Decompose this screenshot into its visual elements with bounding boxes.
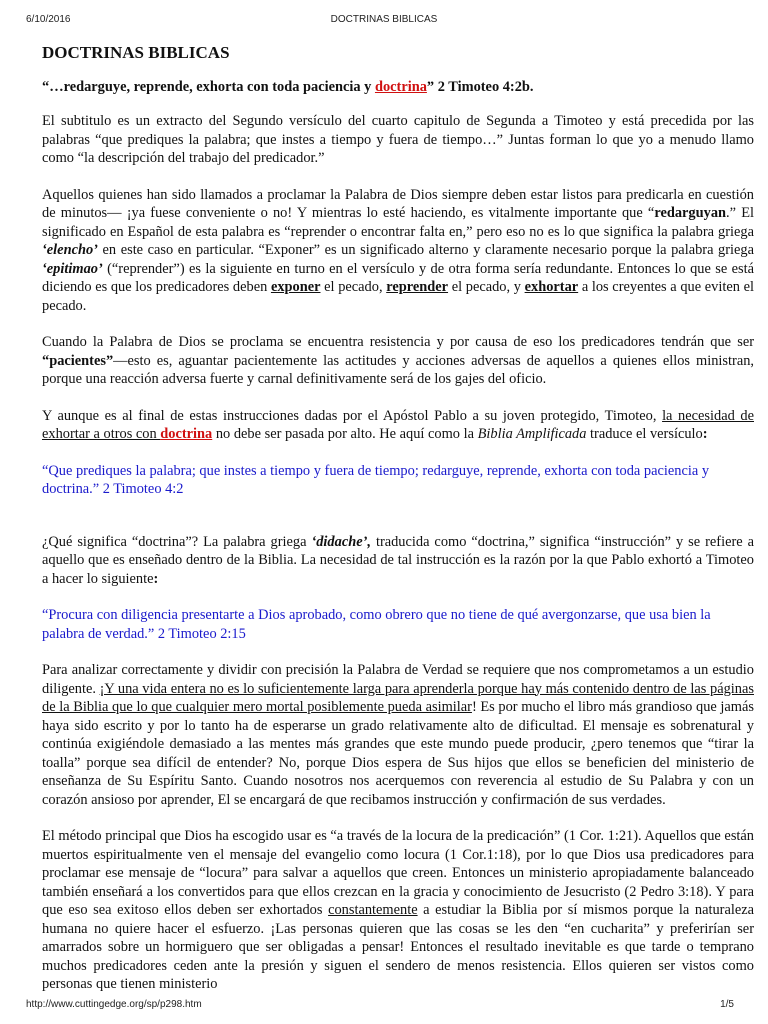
p2-italic-elencho: ‘elencho’ <box>42 242 98 258</box>
lead-text: “…redarguye, reprende, exhorta con toda paciencia y <box>42 78 375 95</box>
p4-colon: : <box>702 426 708 442</box>
p2-bold-exhortar: exhortar <box>524 279 579 295</box>
p4-underlined: la necesidad de exhortar a otros con <box>42 407 754 442</box>
page-title: DOCTRINAS BIBLICAS <box>42 43 230 62</box>
p2-text: en este caso en particular. “Exponer” es un significado alterno y claramente necesario porque la palabra griega <box>97 242 754 258</box>
page-number: 1/5 <box>720 999 734 1010</box>
p3-text: Cuando la Palabra de Dios se proclama se encuentra resistencia y por causa de eso los predicadores tendrán que ser <box>42 334 754 350</box>
p4-text: no debe ser pasada por alto. He aquí como la <box>212 426 478 442</box>
doctrina-link[interactable]: doctrina <box>374 78 427 95</box>
p2-text: el pecado, <box>320 279 387 295</box>
paragraph-4 <box>42 407 754 444</box>
source-url[interactable]: http://www.cuttingedge.org/sp/p298.htm <box>26 999 202 1010</box>
p6-underlined: ¡Y una vida entera no es lo suficientemente larga para aprenderla porque hay más contenido dentro de las páginas de la Biblia que lo que cualquier mero mortal posiblemente pueda asimilar <box>42 680 754 715</box>
p7-underlined-constantemente: constantemente <box>328 902 418 918</box>
paragraph-5 <box>42 533 754 589</box>
scripture-quote-1: “Que prediques la palabra; que instes a tiempo y fuera de tiempo; redarguye, reprende, exhorta con toda paciencia y doctrina.” 2 Timoteo 4:2 <box>42 462 710 497</box>
p2-italic-epitimao: ‘epitimao’ <box>42 260 103 277</box>
paragraph-6 <box>42 661 754 809</box>
p4-text: Y aunque es al final de estas instrucciones dadas por el Apóstol Pablo a su joven protegido, Timoteo, <box>42 407 663 424</box>
paragraph-1: El subtitulo es un extracto del Segundo versículo del cuarto capitulo de Segunda a Timoteo y está precedida por las palabras “que prediques la palabra; que instes a tiempo y fuera de tiempo…” Juntas forman lo que yo a menudo llamo como “la descripción del trabajo del predicador.” <box>42 113 754 166</box>
print-title: DOCTRINAS BIBLICAS <box>330 14 438 25</box>
p6-text: ! Es por mucho el libro más grandioso que jamás haya sido escrito y por lo tanto ha de esperarse un grado relativamente alto de dificultad. El mensaje es sobrenatural y continúa exigiéndole demasiado a las mentes más grandes que este mundo puede producir, ¿pero tenemos que “tirar la toalla” porque sea difícil de entender? No, porque Dios espera de Sus hijos que ellos se beneficien del ministerio de enseñanza de Su Espíritu Santo. Cuando nosotros nos acerquemos con reverencia al estudio de Su Palabra y con un corazón ansioso por aprender, El se encargará de que recibamos instrucción y confirmación de sus verdades. <box>42 699 754 808</box>
p4-text: traduce el versículo <box>586 426 703 442</box>
p2-text: el pecado, y <box>448 279 525 295</box>
scripture-quote-2: “Procura con diligencia presentarte a Dios aprobado, como obrero que no tiene de qué avergonzarse, que usa bien la palabra de verdad.” 2 Timoteo 2:15 <box>42 607 711 642</box>
p2-text: .” El significado en Español de esta palabra es “reprender o encontrar falta en,” pero eso no es lo que significa la palabra griega <box>42 205 755 240</box>
p3-text: —esto es, aguantar pacientemente las actitudes y acciones adversas de aquellos a quienes ellos ministran, porque una reacción adversa fuerte y carnal definitivamente será de los gajes del oficio. <box>42 352 754 387</box>
p6-text: Para analizar correctamente y dividir con precisión la Palabra de Verdad se requiere que nos comprometamos a un estudio diligente. <box>42 662 754 697</box>
paragraph-7 <box>42 827 754 994</box>
p2-text: a los creyentes a que eviten el pecado. <box>42 279 754 314</box>
p2-bold-reprender: reprender <box>386 279 449 295</box>
p3-bold-pacientes: “pacientes” <box>42 352 114 369</box>
p5-text: traducida como “doctrina,” significa “instrucción” y se refiere a aquello que es enseñado dentro de la Biblia. La necesidad de tal instrucción es la razón por la que Pablo exhortó a Timoteo a hacer lo siguiente <box>42 533 754 587</box>
p4-italic-biblia: Biblia Amplificada <box>477 426 587 442</box>
paragraph-3 <box>42 333 754 389</box>
p2-text: (“reprender”) es la siguiente en turno en el versículo y de otra forma sería redundante. Entonces lo que se está diciendo es que los predicadores deben <box>42 260 754 295</box>
paragraph-2 <box>42 186 754 316</box>
p5-colon: : <box>153 570 159 587</box>
lead-reference: ” 2 Timoteo 4:2b. <box>426 78 534 95</box>
p2-bold-exponer: exponer <box>270 279 321 295</box>
p2-bold-redarguyan: redarguyan <box>654 205 727 221</box>
p7-text: El método principal que Dios ha escogido usar es “a través de la locura de la predicación” (1 Cor. 1:21). Aquellos que están muertos espiritualmente ven el mensaje del evangelio como locura (1 Cor.1:18), por lo que Dios usa predicadores para proclamar ese mensaje de “locura” para salvar a aquellos que creen. Entonces un ministerio apropiadamente balanceado también enseñará a los convertidos para que ellos crezcan en la gracia y conocimiento de Jesucristo (2 Pedro 3:18). Y para que eso sea exitoso ellos deben ser exhortados <box>42 828 754 918</box>
p5-italic-didache: ‘didache’, <box>311 533 371 550</box>
lead-quote <box>42 78 754 97</box>
p5-text: ¿Qué significa “doctrina”? La palabra griega <box>42 533 312 550</box>
document-body <box>42 40 754 1012</box>
doctrina-link-2[interactable]: doctrina <box>160 426 213 442</box>
p7-text: a estudiar la Biblia por sí mismos porque la naturaleza humana no quiere hacer el esfuerzo. ¡Las personas quieren que las cosas se les den “en cucharita” y preferirían ser amarrados sobre un hormiguero que ser obligadas a pensar! Entonces el resultado inevitable es que tarde o temprano muchos predicadores ceden ante la presión y siguen el sendero de menos resistencia. Ellos quieren ser vistos como personas que tienen ministerio <box>42 902 754 992</box>
p2-text: Aquellos quienes han sido llamados a proclamar la Palabra de Dios siempre deben estar listos para predicarla en cuestión de minutos— ¡ya fuese conveniente o no! Y mientras lo esté haciendo, es vitalmente importante que “ <box>42 186 754 221</box>
print-date: 6/10/2016 <box>26 14 71 25</box>
